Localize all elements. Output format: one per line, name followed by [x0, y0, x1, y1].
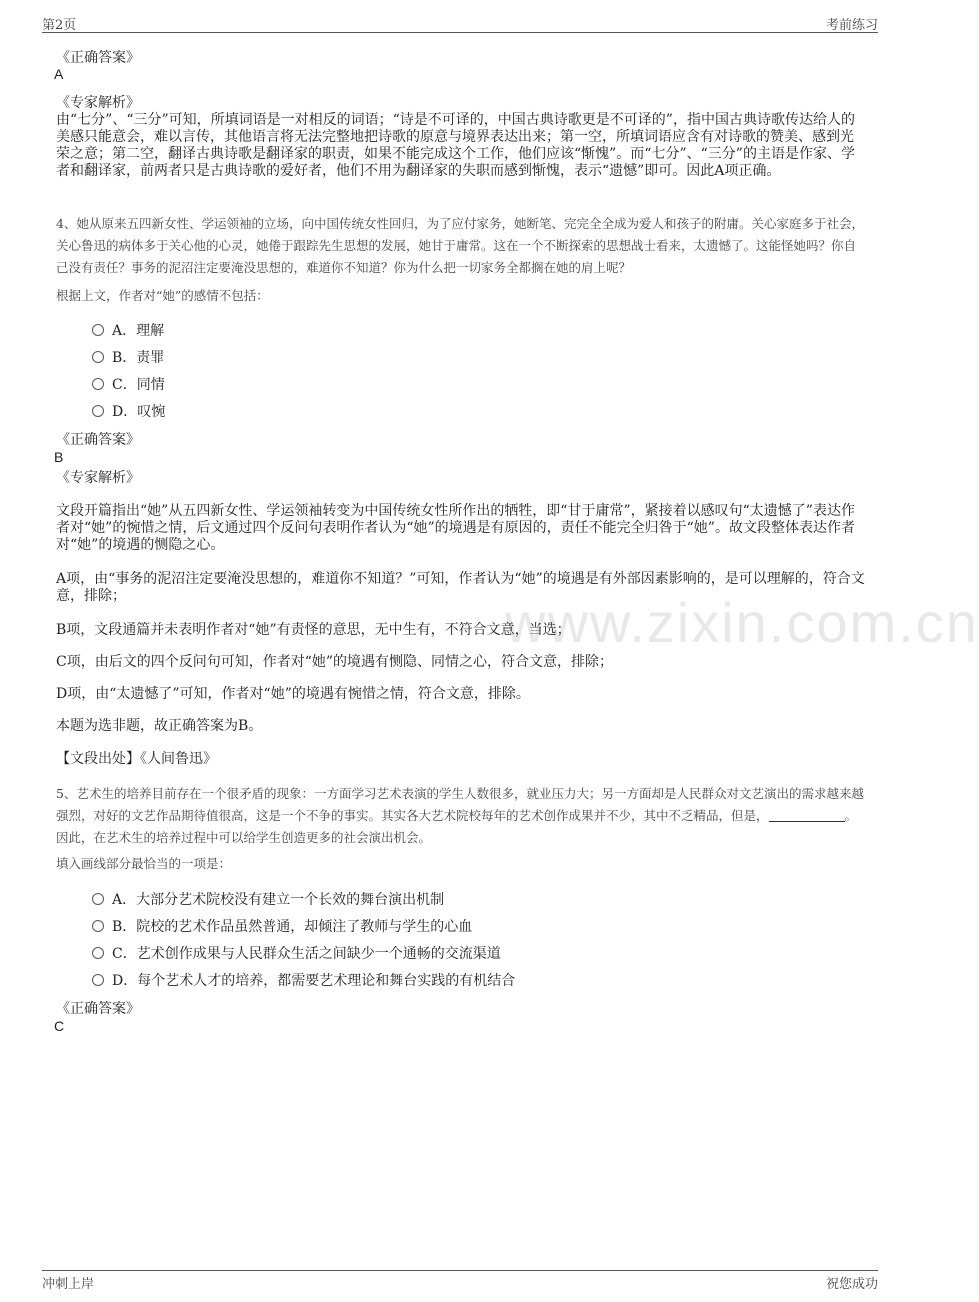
radio-icon[interactable]	[92, 947, 104, 959]
radio-icon[interactable]	[92, 351, 104, 363]
q4-option-d[interactable]: D．叹惋	[92, 403, 165, 421]
q4-analysis-c: C项，由后文的四个反问句可知，作者对“她”的境遇有恻隐、同情之心，符合文意，排除；	[56, 654, 614, 670]
q4-analysis-d: D项，由“太遗憾了”可知，作者对“她”的境遇有惋惜之情，符合文意，排除。	[56, 686, 530, 702]
q4-analysis-a: A项，由“事务的泥沼注定要淹没思想的，难道你不知道？”可知，作者认为“她”的境遇是有外部因素影响的，是可以理解的，符合文意，排除；	[56, 571, 865, 604]
q3-analysis-label: 《专家解析》	[56, 95, 140, 111]
q5-option-d[interactable]: D．每个艺术人才的培养，都需要艺术理论和舞台实践的有机结合	[92, 972, 515, 990]
radio-icon[interactable]	[92, 893, 104, 905]
q3-analysis: 由“七分”、“三分”可知，所填词语是一对相反的词语；“诗是不可译的，中国古典诗歌更是不可译的”，指中国古典诗歌传达给人的美感只能意会，难以言传，其他语言将无法完整地把诗歌的原意与境界表达出来；第一空，所填词语应含有对诗歌的赞美、感到光荣之意；第二空，翻译古典诗歌是翻译家的职责，如果不能完成这个工作，他们应该“惭愧”。而“七分”、“三分”的主语是作家、学者和翻译家，前两者只是古典诗歌的爱好者，他们不用为翻译家的失职而感到惭愧，表示“遗憾”即可。因此A项正确。	[56, 112, 855, 179]
q4-option-a[interactable]: A．理解	[92, 322, 164, 340]
footer-left-text: 冲刺上岸	[42, 1277, 95, 1292]
q4-option-c[interactable]: C．同情	[92, 376, 165, 394]
page-number: 第2页	[42, 18, 77, 33]
page-footer	[42, 1270, 878, 1291]
q4-analysis-intro: 文段开篇指出“她”从五四新女性、学运领袖转变为中国传统女性所作出的牺牲，即“甘于庸常”，紧接着以感叹句“太遗憾了”表达作者对“她”的惋惜之情，后文通过四个反问句表明作者认为“她”的境遇是有原因的，责任不能完全归咎于“她”。故文段整体表达作者对“她”的境遇的恻隐之心。	[56, 503, 855, 553]
q5-answer: C	[54, 1018, 65, 1034]
header-title: 考前练习	[825, 18, 878, 33]
q5-stem: 5、艺术生的培养目前存在一个很矛盾的现象：一方面学习艺术表演的学生人数很多，就业压力大；另一方面却是人民群众对文艺演出的需求越来越强烈，对好的文艺作品期待值很高，这是一个不争的事实。其实各大艺术院校每年的艺术创作成果并不少，其中不乏精品，但是， 。因此，在艺术生的培养过程中可以给学生创造更多的社会演出机会。	[56, 786, 864, 845]
answer-blank	[769, 809, 845, 822]
q3-answer: A	[54, 66, 64, 82]
footer-right-text: 祝您成功	[825, 1277, 878, 1292]
q4-question: 根据上文，作者对“她”的感情不包括：	[56, 288, 269, 303]
radio-icon[interactable]	[92, 920, 104, 932]
q4-answer-label: 《正确答案》	[56, 432, 140, 448]
q5-option-a[interactable]: A．大部分艺术院校没有建立一个长效的舞台演出机制	[92, 891, 444, 909]
q5-answer-label: 《正确答案》	[56, 1001, 140, 1017]
radio-icon[interactable]	[92, 405, 104, 417]
q3-answer-label: 《正确答案》	[56, 50, 140, 66]
q5-question: 填入画线部分最恰当的一项是：	[56, 856, 232, 871]
page-header	[42, 14, 878, 33]
q4-answer: B	[54, 449, 64, 465]
watermark: www.zixin.com.cn	[505, 591, 979, 654]
q4-analysis-label: 《专家解析》	[56, 470, 140, 486]
q4-option-b[interactable]: B．责罪	[92, 349, 164, 367]
radio-icon[interactable]	[92, 974, 104, 986]
q4-conclusion: 本题为选非题，故正确答案为B。	[56, 718, 263, 734]
radio-icon[interactable]	[92, 324, 104, 336]
q4-analysis-b: B项，文段通篇并未表明作者对“她”有责怪的意思，无中生有，不符合文意，当选；	[56, 622, 571, 638]
q4-source: 【文段出处】《人间鲁迅》	[56, 751, 217, 767]
radio-icon[interactable]	[92, 378, 104, 390]
q5-option-b[interactable]: B．院校的艺术作品虽然普通，却倾注了教师与学生的心血	[92, 918, 472, 936]
q5-option-c[interactable]: C．艺术创作成果与人民群众生活之间缺少一个通畅的交流渠道	[92, 945, 501, 963]
q4-stem: 4、她从原来五四新女性、学运领袖的立场，向中国传统女性回归，为了应付家务，她断笔、完完全全成为爱人和孩子的附庸。关心家庭多于社会，关心鲁迅的病体多于关心他的心灵，她倦于跟踪先生思想的发展，她甘于庸常。这在一个不断探索的思想战士看来，太遗憾了。这能怪她吗？你自己没有责任？事务的泥沼注定要淹没思想的，难道你不知道？你为什么把一切家务全都搁在她的肩上呢？	[56, 216, 864, 275]
